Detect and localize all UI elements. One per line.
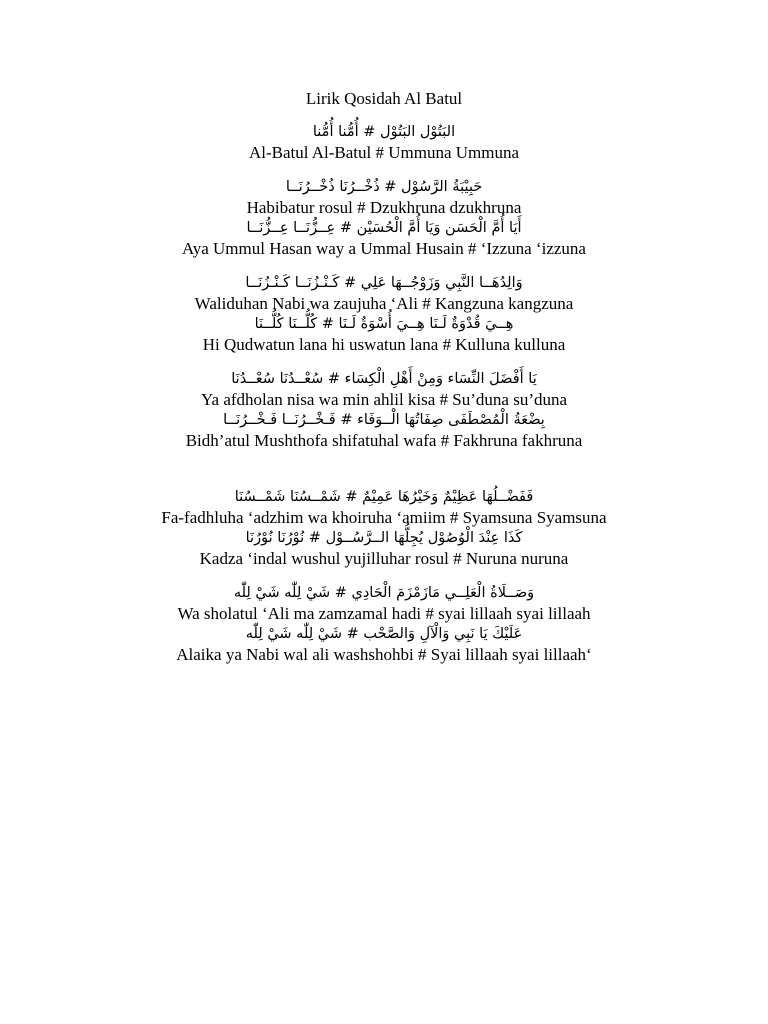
stanza — [60, 122, 708, 163]
latin-line: Fa-fadhluha ‘adzhim wa khoiruha ‘amiim # Syamsuna Syamsuna — [161, 508, 607, 527]
stanza — [60, 487, 708, 569]
latin-line: Ya afdholan nisa wa min ahlil kisa # Su’duna su’duna — [200, 390, 568, 409]
arabic-line: هِــيَ قُدْوَةٌ لَـنَا هِــيَ أُسْوَةٌ لَـنَا # كُلُّــنَا كُلُّــنَا — [254, 316, 514, 332]
arabic-line: فَفَضْــلُهَا عَظِيْمٌ وَخَيْرُهَا عَمِيْمٌ # شَمْــسُنَا شَمْــسُنَا — [234, 489, 534, 505]
stanza — [60, 369, 708, 451]
latin-line: Hi Qudwatun lana hi uswatun lana # Kulluna kulluna — [202, 335, 566, 354]
latin-line: Bidh’atul Mushthofa shifatuhal wafa # Fakhruna fakhruna — [185, 431, 583, 450]
arabic-line: بِضْعَةُ الْمُصْطَفَى صِفَاتُهَا الْــوَفَاء # فَـخْــرُنَــا فَـخْــرُنَــا — [223, 412, 545, 428]
stanza — [60, 177, 708, 259]
arabic-line: عَلَيْكَ يَا نَبِي وَالْآلِ وَالصَّحْب # شَيْ لِلّٰه شَيْ لِلّٰه — [245, 626, 523, 642]
stanza — [60, 273, 708, 355]
arabic-line: أَيَا أُمَّ الْحَسَن وَيَا أُمَّ الْحُسَيْن # عِــزُّنَــا عِــزُّنَــا — [246, 220, 522, 236]
arabic-line: يَا أَفْضَلَ النِّسَاء وَمِنْ أَهْلِ الْكِسَاء # سُعْــدُنَا سُعْــدُنَا — [231, 371, 537, 387]
latin-line: Aya Ummul Hasan way a Ummal Husain # ‘Izzuna ‘izzuna — [182, 239, 586, 258]
latin-line: Wa sholatul ‘Ali ma zamzamal hadi # syai lillaah syai lillaah — [177, 604, 591, 623]
arabic-line: وَصَــلَاةُ الْعَلِــي مَازَمْزَمَ الْحَادِي # شَيْ لِلّٰه شَيْ لِلّٰه — [233, 585, 535, 601]
arabic-line: البَتُوْل البَتُوْل # أُمُّنا أُمُّنا — [312, 124, 456, 140]
stanza — [60, 583, 708, 665]
latin-line: Al-Batul Al-Batul # Ummuna Ummuna — [248, 143, 520, 162]
latin-line: Kadza ‘indal wushul yujilluhar rosul # Nuruna nuruna — [199, 549, 569, 568]
latin-line: Habibatur rosul # Dzukhruna dzukhruna — [246, 198, 522, 217]
arabic-line: حَبِيْبَةُ الرَّسُوْل # ذُخْــرُنَا ذُخْــرُنَــا — [285, 179, 483, 195]
latin-line: Waliduhan Nabi wa zaujuha ‘Ali # Kangzuna kangzuna — [194, 294, 574, 313]
lyrics-body — [60, 122, 708, 665]
page-title: Lirik Qosidah Al Batul — [305, 89, 463, 108]
arabic-line: وَالِدُهَــا النَّبِي وَزَوْجُــهَا عَلِي # كَـنْـزُنَــا كَـنْـزُنَــا — [245, 275, 523, 291]
arabic-line: كَذَا عِنْدَ الْوُصُوْل يُجِلُّهَا الــرَّسُــوْل # نُوْرُنَا نُوْرُنَا — [245, 530, 523, 546]
latin-line: Alaika ya Nabi wal ali washshohbi # Syai lillaah syai lillaah‘ — [176, 645, 592, 664]
